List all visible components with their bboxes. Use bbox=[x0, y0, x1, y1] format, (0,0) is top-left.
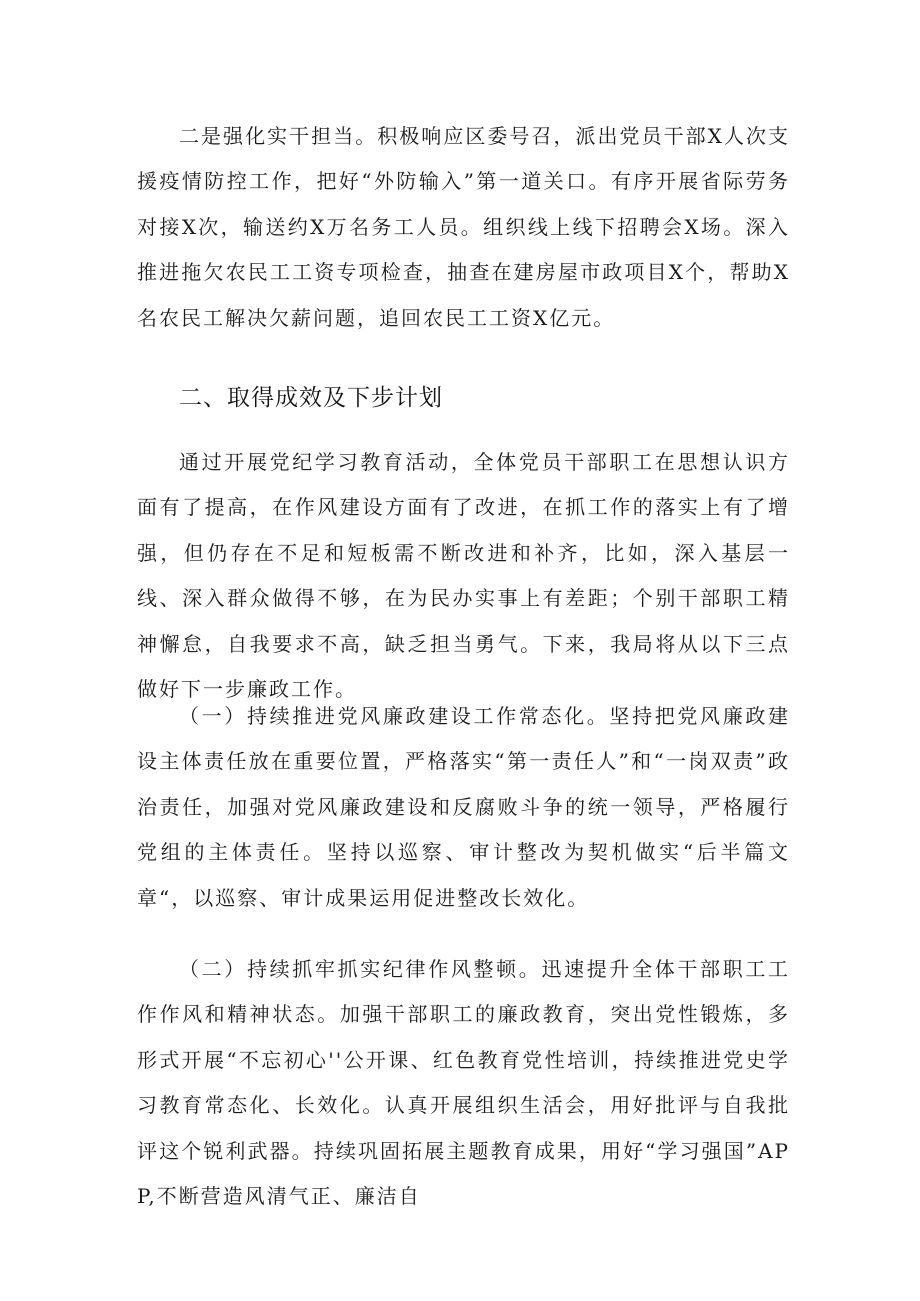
paragraph-work-commitment: 二是强化实干担当。积极响应区委号召，派出党员干部X人次支援疫情防控工作，把好“外防输入”第一道关口。有序开展省际劳务对接X次，输送约X万名务工人员。组织线上线下招聘会X场。深入推进拖欠农民工工资专项检查，抽查在建房屋市政项目X个，帮助X名农民工解决欠薪问题，追回农民工工资X亿元。 bbox=[137, 124, 790, 330]
paragraph-results-summary: 通过开展党纪学习教育活动，全体党员干部职工在思想认识方面有了提高，在作风建设方面有了改进，在抓工作的落实上有了增强，但仍存在不足和短板需不断改进和补齐，比如，深入基层一线、深入群众做得不够，在为民办实事上有差距；个别干部职工精神懈怠，自我要求不高，缺乏担当勇气。下来，我局将从以下三点做好下一步廉政工作。 bbox=[137, 450, 790, 702]
section-heading: 二、取得成效及下步计划 bbox=[179, 385, 443, 411]
paragraph-plan-item-2: （二）持续抓牢抓实纪律作风整顿。迅速提升全体干部职工工作作风和精神状态。加强干部职工的廉政教育，突出党性锻炼，多形式开展“不忘初心''公开课、红色教育党性培训，持续推进党史学习教育常态化、长效化。认真开展组织生活会，用好批评与自我批评这个锐利武器。持续巩固拓展主题教育成果，用好“学习强国”APP,不断营造风清气正、廉洁自 bbox=[137, 957, 790, 1209]
paragraph-plan-item-1: （一）持续推进党风廉政建设工作常态化。坚持把党风廉政建设主体责任放在重要位置，严格落实“第一责任人”和“一岗双责”政治责任，加强对党风廉政建设和反腐败斗争的统一领导，严格履行党组的主体责任。坚持以巡察、审计整改为契机做实“后半篇文章“，以巡察、审计成果运用促进整改长效化。 bbox=[137, 704, 790, 910]
